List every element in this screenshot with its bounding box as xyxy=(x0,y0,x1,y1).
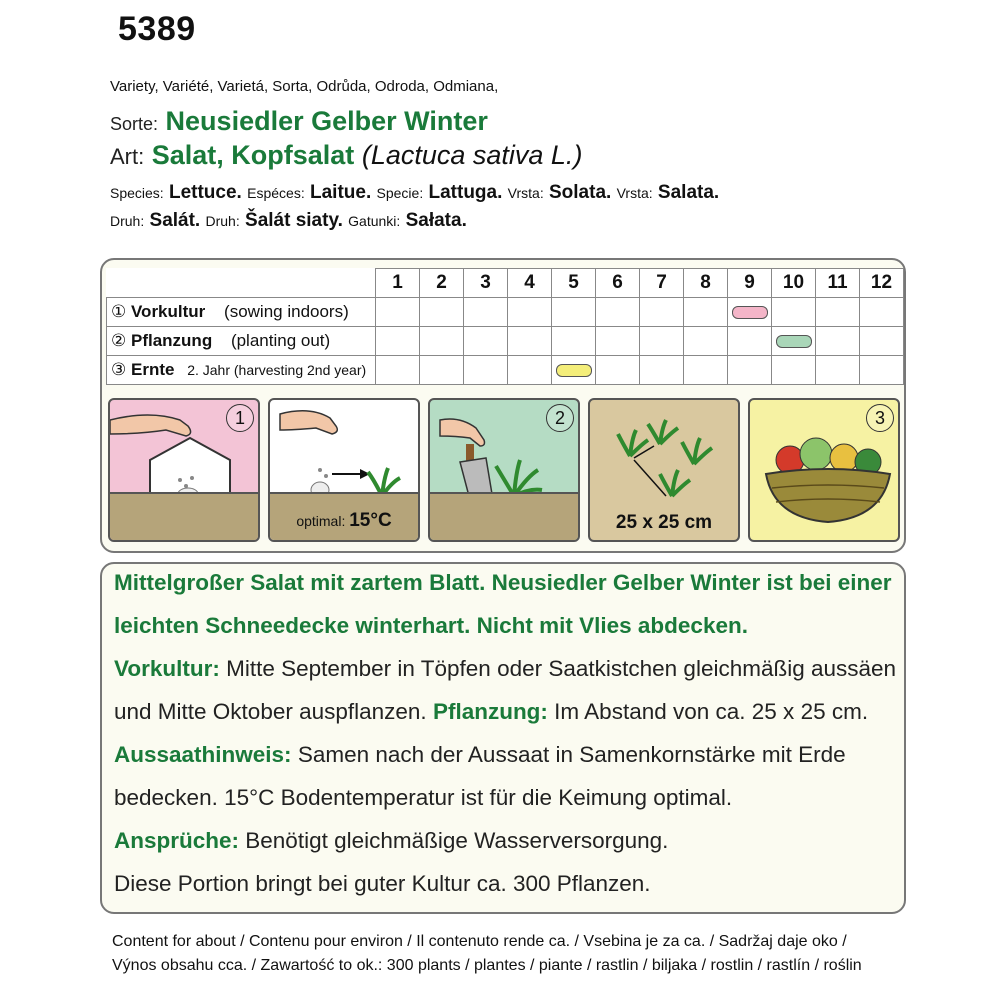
month-header: 1 xyxy=(376,269,420,298)
anspruche-text: Benötigt gleichmäßige Wasserversorgung. xyxy=(239,828,669,853)
species-translations-2 xyxy=(110,210,467,232)
calendar-row-vorkultur xyxy=(107,298,904,327)
intro-line-2: leichten Schneedecke winterhart. Nicht mit Vlies abdecken. xyxy=(114,613,748,638)
aussaat-label: Aussaathinweis: xyxy=(114,742,292,767)
calendar-month-row xyxy=(107,269,904,298)
step-note: 2. Jahr (harvesting 2nd year) xyxy=(187,362,367,378)
step-number-badge: 1 xyxy=(226,404,254,432)
period-bar xyxy=(556,364,592,377)
species-value: Lettuce. xyxy=(168,182,242,203)
step-mark: ① xyxy=(111,302,127,321)
step-name: Vorkultur xyxy=(130,302,206,321)
germination-temperature xyxy=(270,510,418,532)
step-note: (sowing indoors) xyxy=(224,302,349,321)
vorkultur-text: Mitte September in Töpfen oder Saatkistchen gleichmäßig aussäen xyxy=(219,656,897,681)
species-label: Espéces: xyxy=(247,185,305,201)
vorkultur-line xyxy=(114,656,896,682)
aussaat-text: Samen nach der Aussaat in Samenkornstärke mit Erde xyxy=(291,742,846,767)
species-value: Solata. xyxy=(549,182,612,203)
variety-name: Neusiedler Gelber Winter xyxy=(165,106,488,136)
step-name: Ernte xyxy=(130,360,175,379)
month-header: 10 xyxy=(772,269,816,298)
species-value: Salata. xyxy=(657,182,720,203)
species-value: Sałata. xyxy=(405,210,467,231)
species-value: Lattuga. xyxy=(428,182,503,203)
pflanzung-line xyxy=(114,699,868,725)
period-bar xyxy=(732,306,768,319)
month-header: 12 xyxy=(860,269,904,298)
calendar-row-label xyxy=(107,327,376,356)
month-header: 5 xyxy=(552,269,596,298)
species-translations-1 xyxy=(110,182,719,204)
step-number-badge: 3 xyxy=(866,404,894,432)
sorte-label: Sorte: xyxy=(110,114,159,134)
panel-planting-out xyxy=(428,398,580,542)
species-value: Salát. xyxy=(149,210,201,231)
calendar-row-ernte xyxy=(107,356,904,385)
species-label: Species: xyxy=(110,185,164,201)
species-label: Druh: xyxy=(205,213,240,229)
species-label: Specie: xyxy=(376,185,424,201)
calendar-row-label xyxy=(107,356,376,385)
temperature-value: 15°C xyxy=(349,510,392,531)
species-label: Vrsta: xyxy=(507,185,544,201)
step-number-badge: 2 xyxy=(546,404,574,432)
spacing-caption xyxy=(590,512,738,534)
month-header: 6 xyxy=(596,269,640,298)
panel-harvest xyxy=(748,398,900,542)
sowing-calendar xyxy=(106,268,904,385)
step-mark: ② xyxy=(111,331,127,350)
month-header: 11 xyxy=(816,269,860,298)
step-mark: ③ xyxy=(111,360,127,379)
variety-row xyxy=(110,106,488,137)
pflanzung-label: Pflanzung: xyxy=(432,699,548,724)
step-name: Pflanzung xyxy=(130,331,213,350)
period-bar xyxy=(776,335,812,348)
anspruche-label: Ansprüche: xyxy=(114,828,240,853)
latin-name: (Lactuca sativa L.) xyxy=(361,140,583,170)
soil-layer xyxy=(110,492,258,540)
month-header: 8 xyxy=(684,269,728,298)
panel-spacing xyxy=(588,398,740,542)
spacing-value: 25 x 25 cm xyxy=(615,512,713,533)
anspruche-line xyxy=(114,828,668,854)
panel-germination xyxy=(268,398,420,542)
aussaat-line-2: bedecken. 15°C Bodentemperatur ist für die Keimung optimal. xyxy=(114,785,733,810)
intro-line-1: Mittelgroßer Salat mit zartem Blatt. Neusiedler Gelber Winter ist bei einer xyxy=(114,570,892,595)
temperature-label: optimal: xyxy=(296,513,346,529)
footer-content-line-2: Výnos obsahu cca. / Zawartość to ok.: 300 plants / plantes / piante / rastlin / biljaka / rostlin / rastlín / roślin xyxy=(112,957,862,974)
calendar-row-label xyxy=(107,298,376,327)
calendar-corner xyxy=(107,269,376,298)
month-header: 4 xyxy=(508,269,552,298)
footer-content-line-1: Content for about / Contenu pour environ / Il contenuto rende ca. / Vsebina je za ca. / Sadržaj daje oko / xyxy=(112,933,847,950)
art-label: Art: xyxy=(110,144,145,169)
soil-layer xyxy=(430,492,578,540)
vorkultur-text-cont: und Mitte Oktober auspflanzen. xyxy=(114,699,433,724)
panel-sowing-indoors xyxy=(108,398,260,542)
article-number: 5389 xyxy=(118,10,196,48)
portion-line: Diese Portion bringt bei guter Kultur ca. 300 Pflanzen. xyxy=(114,871,651,896)
pflanzung-text: Im Abstand von ca. 25 x 25 cm. xyxy=(547,699,869,724)
species-row xyxy=(110,140,582,171)
month-header: 2 xyxy=(420,269,464,298)
variety-languages: Variety, Variété, Varietá, Sorta, Odrůda, Odroda, Odmiana, xyxy=(110,78,499,95)
month-header: 7 xyxy=(640,269,684,298)
species-value: Laitue. xyxy=(310,182,372,203)
species-label: Druh: xyxy=(110,213,145,229)
species-name: Salat, Kopfsalat xyxy=(151,140,355,170)
month-header: 3 xyxy=(464,269,508,298)
step-note: (planting out) xyxy=(230,331,331,350)
species-label: Vrsta: xyxy=(616,185,653,201)
species-value: Šalát siaty. xyxy=(245,210,343,231)
month-header: 9 xyxy=(728,269,772,298)
vorkultur-label: Vorkultur: xyxy=(114,656,220,681)
calendar-row-pflanzung xyxy=(107,327,904,356)
species-label: Gatunki: xyxy=(348,213,401,229)
aussaat-line xyxy=(114,742,846,768)
